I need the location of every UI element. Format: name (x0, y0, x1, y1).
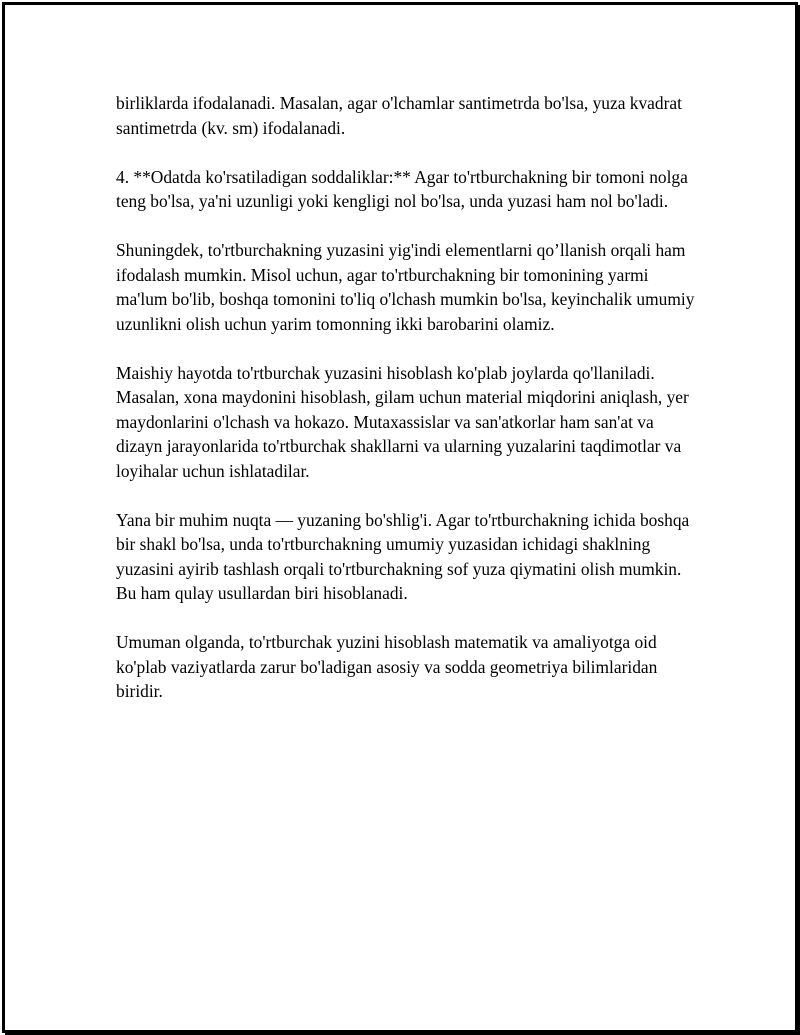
paragraph-everyday-use: Maishiy hayotda to'rtburchak yuzasini hisoblash ko'plab joylarda qo'llaniladi. Masalan, xona maydonini hisoblash, gilam uchun material miqdorini aniqlash, yer maydonlarini o'lchash va hokazo. Mutaxassislar va san'atkorlar ham san'at va dizayn jarayonlarida to'rtburchak shakllarni va ularning yuzalarini taqdimotlar va loyihalar uchun ishlatadilar. (116, 362, 689, 481)
paragraph-special-cases: 4. **Odatda ko'rsatiladigan soddaliklar:** Agar to'rtburchakning bir tomoni nolga teng bo'lsa, ya'ni uzunligi yoki kengligi nol bo'lsa, unda yuzasi ham nol bo'ladi. (116, 166, 688, 211)
document-body (116, 91, 696, 728)
paragraph-conclusion: Umuman olganda, to'rtburchak yuzini hisoblash matematik va amaliyotga oid ko'plab vaziyatlarda zarur bo'ladigan asosiy va sodda geometriya bilimlaridan biridir. (116, 632, 658, 701)
paragraph-sum-elements: Shuningdek, to'rtburchakning yuzasini yig'indi elementlarni qo’llanish orqali ham ifodalash mumkin. Misol uchun, agar to'rtburchakning bir tomonining yarmi ma'lum bo'lib, boshqa tomonini to'liq o'lchash mumkin bo'lsa, keyinchalik umumiy uzunlikni olish uchun yarim tomonning ikki barobarini olamiz. (116, 240, 695, 334)
paragraph-units: birliklarda ifodalanadi. Masalan, agar o'lchamlar santimetrda bo'lsa, yuza kvadrat santimetrda (kv. sm) ifodalanadi. (116, 93, 682, 138)
paragraph-hollow-area: Yana bir muhim nuqta — yuzaning bo'shlig'i. Agar to'rtburchakning ichida boshqa bir shakl bo'lsa, unda to'rtburchakning umumiy yuzasidan ichidagi shaklning yuzasini ayirib tashlash orqali to'rtburchakning sof yuza qiymatini olish mumkin. Bu ham qulay usullardan biri hisoblanadi. (116, 509, 690, 603)
